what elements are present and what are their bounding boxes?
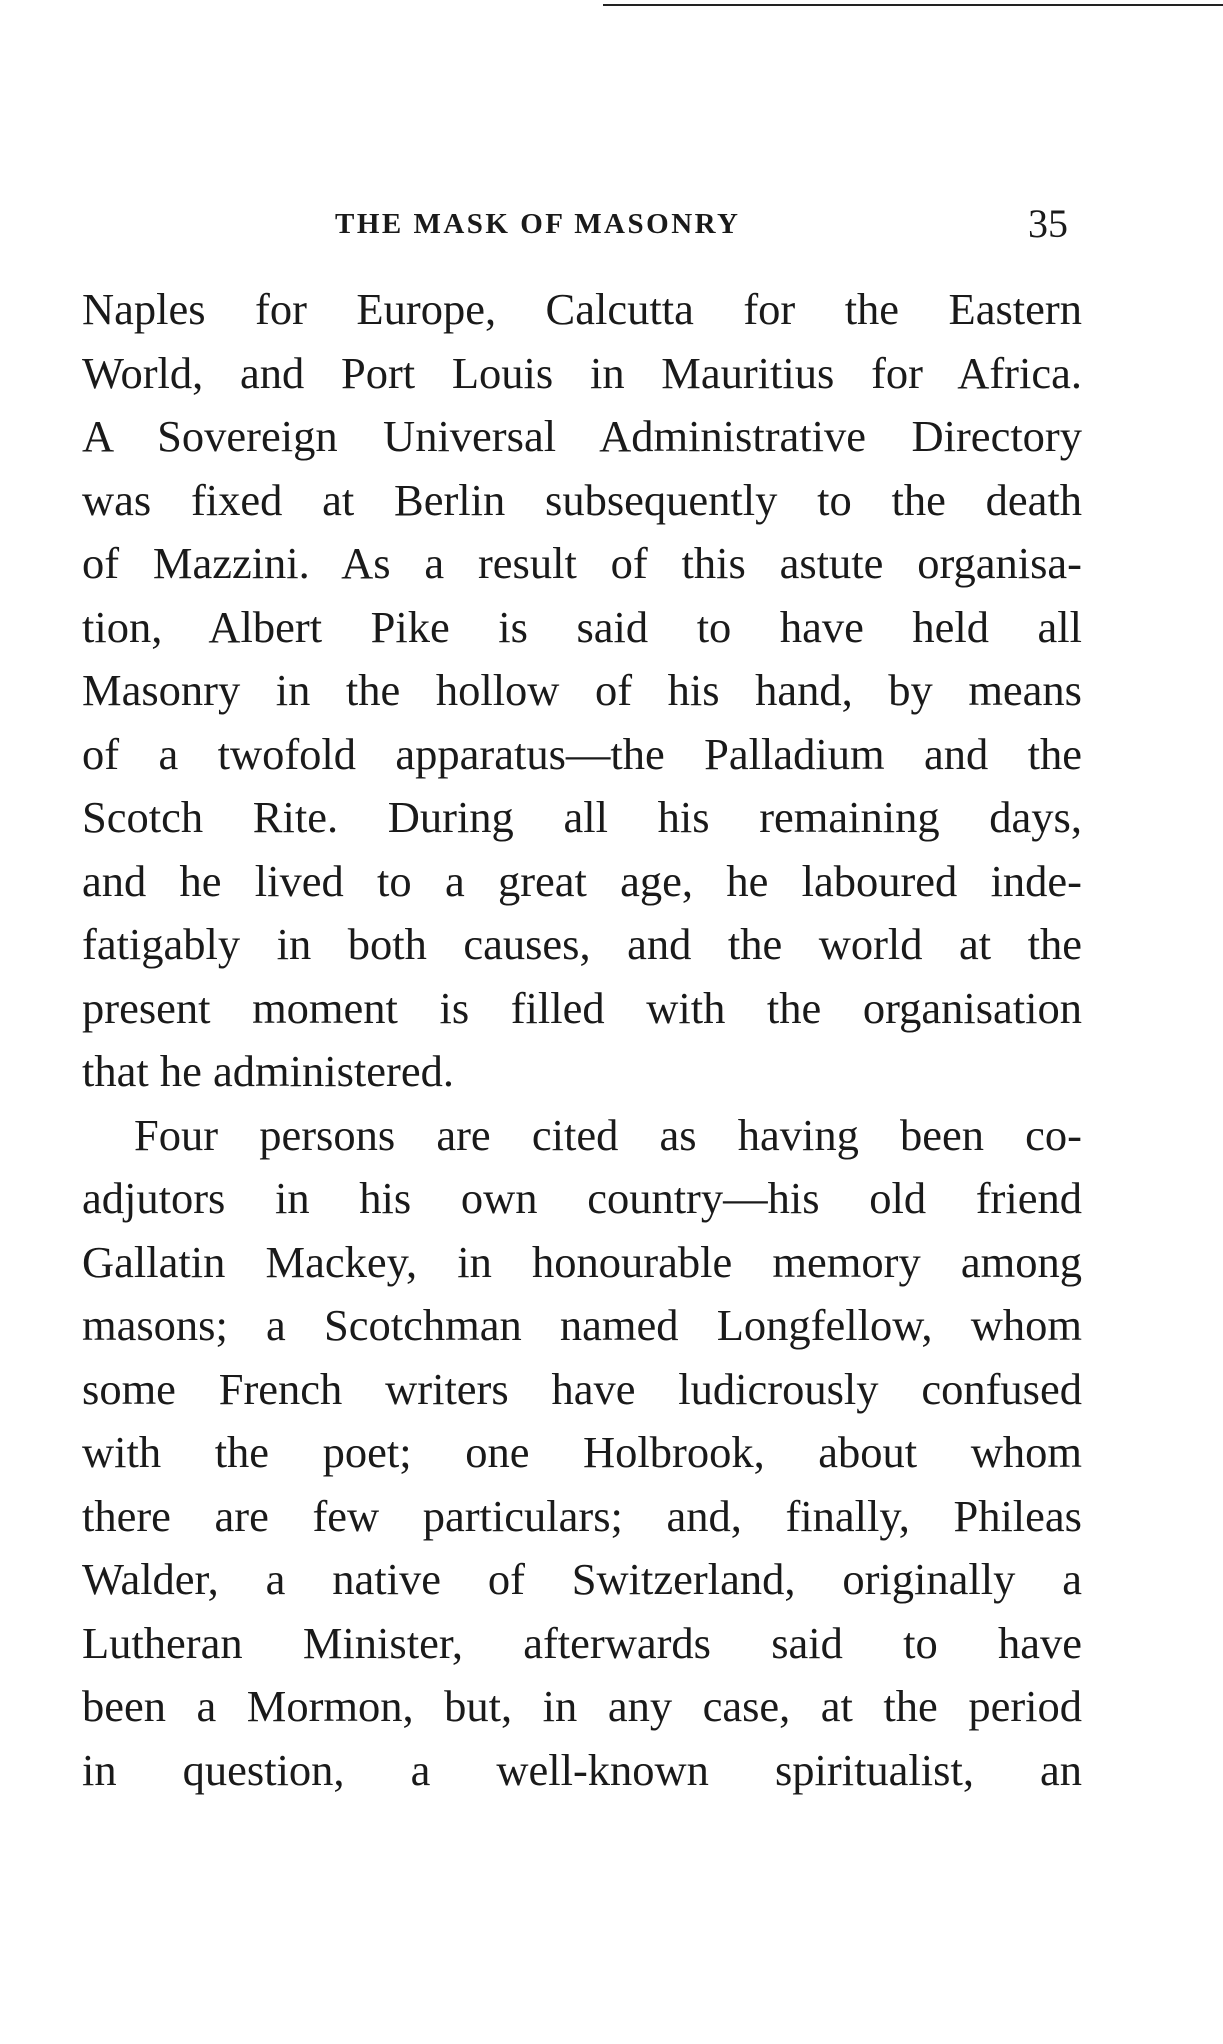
text-line: that he administered.	[82, 1046, 454, 1096]
top-rule	[603, 4, 1223, 6]
text-line: tion, Albert Pike is said to have held all	[82, 601, 1082, 652]
text-line: there are few particulars; and, finally, Phileas	[82, 1490, 1082, 1541]
text-line: and he lived to a great age, he laboured inde-	[82, 855, 1082, 906]
text-line: of a twofold apparatus—the Palladium and the	[82, 728, 1082, 779]
text-line: present moment is filled with the organisation	[82, 982, 1082, 1033]
text-line: some French writers have ludicrously confused	[82, 1363, 1082, 1414]
text-line: World, and Port Louis in Mauritius for Africa.	[82, 347, 1082, 398]
text-line: A Sovereign Universal Administrative Directory	[82, 411, 1082, 461]
body-text	[82, 278, 1082, 1802]
text-line: masons; a Scotchman named Longfellow, whom	[82, 1300, 1082, 1350]
text-line: fatigably in both causes, and the world at the	[82, 919, 1082, 969]
text-line: Naples for Europe, Calcutta for the Eastern	[82, 284, 1082, 334]
page-number: 35	[1028, 201, 1068, 246]
text-line: of Mazzini. As a result of this astute organisa-	[82, 538, 1082, 588]
text-line: with the poet; one Holbrook, about whom	[82, 1427, 1082, 1477]
text-line: in question, a well-known spiritualist, an	[82, 1744, 1082, 1795]
text-line: Lutheran Minister, afterwards said to have	[82, 1617, 1082, 1668]
text-line: was fixed at Berlin subsequently to the death	[82, 474, 1082, 525]
text-line: Four persons are cited as having been co-	[134, 1109, 1082, 1160]
running-title: THE MASK OF MASONRY	[335, 208, 741, 240]
text-line: Masonry in the hollow of his hand, by means	[82, 665, 1082, 715]
text-line: been a Mormon, but, in any case, at the period	[82, 1681, 1082, 1731]
running-head	[0, 200, 1223, 250]
text-line: Walder, a native of Switzerland, originally a	[82, 1554, 1082, 1604]
text-line: adjutors in his own country—his old friend	[82, 1173, 1082, 1223]
paragraph-1	[82, 278, 1082, 1104]
text-line: Gallatin Mackey, in honourable memory among	[82, 1236, 1082, 1287]
paragraph-2	[82, 1104, 1082, 1803]
text-line: Scotch Rite. During all his remaining days,	[82, 792, 1082, 842]
